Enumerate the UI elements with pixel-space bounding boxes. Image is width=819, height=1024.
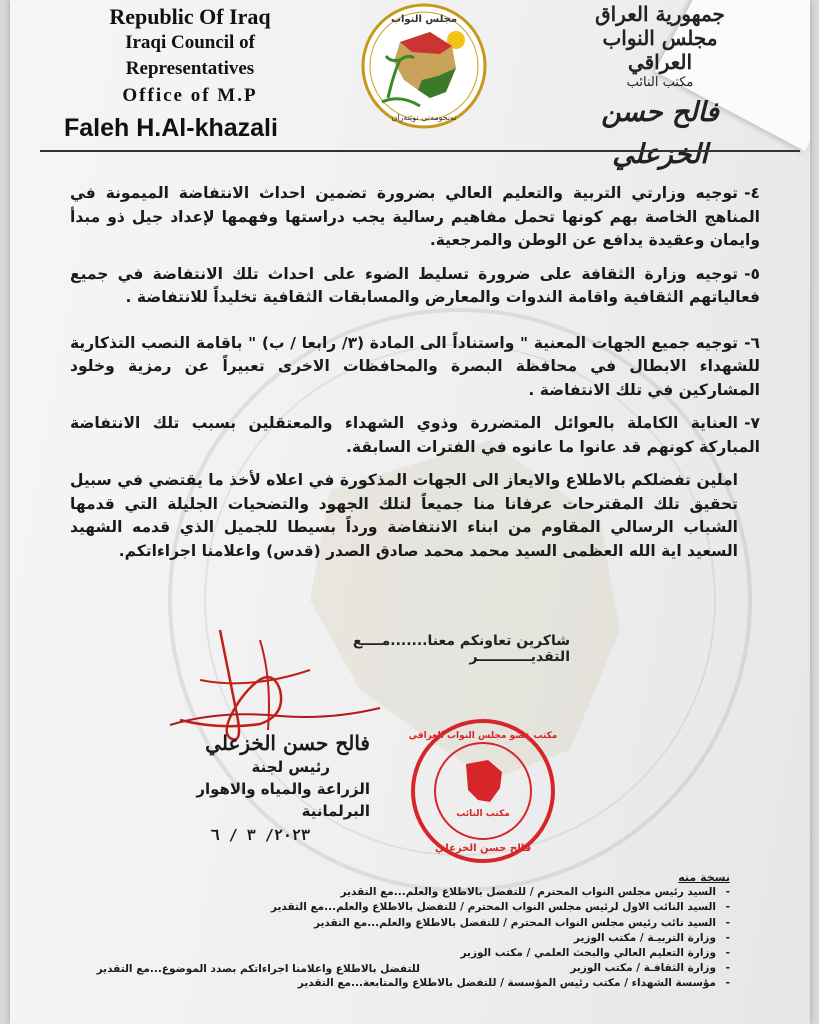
list-item: ٤-توجيه وزارتي التربية والتعليم العالي بضرورة تضمين احداث الانتفاضة الميمونة في المناهج الخاصة بهم كونها تحمل مفاهيم رسالية يجب دراستها وفهمها لإعداد جيل ذو مبدأ وايمان وعقيدة يدافع عن الوطن والمرجعية. xyxy=(70,184,760,249)
logo-bottom-label: نەنجومەنی نوێنەران xyxy=(391,113,457,122)
letter-body xyxy=(70,182,760,573)
header-ar-office: مكتب النائب xyxy=(626,75,694,90)
list-item: -السيد رئيس مجلس النواب المحترم / للتفضل بالاطلاع والعلم...مع التقدير xyxy=(340,886,730,899)
list-item: -مؤسسة الشهداء / مكتب رئيس المؤسسة / للتفضل بالاطلاع والمتابعة...مع التقدير xyxy=(297,977,730,990)
signer-block xyxy=(140,730,370,848)
header-ar-council: مجلس النواب العراقي xyxy=(602,26,718,74)
list-item: ٥-توجيه وزارة الثقافة على ضرورة تسليط الضوء على احداث تلك الانتفاضة في جميع فعالياتهم الثقافية واقامة الندوات والمعارض والمسابقات الثقافية تخليداً للانتفاضة . xyxy=(70,264,760,306)
header-english xyxy=(60,4,320,142)
document-sheet xyxy=(10,0,810,1024)
signer-name: فالح حسن الخزعلي xyxy=(205,731,370,755)
list-item: -وزارة الثقافـة / مكتب الوزير xyxy=(570,962,730,975)
copies-title: نسخة منه xyxy=(678,871,730,884)
header-council: Iraqi Council of Representatives xyxy=(125,32,255,79)
signer-title: رئيس لجنة xyxy=(251,758,330,776)
header-ar-country: جمهورية العراق xyxy=(595,2,725,26)
closing-paragraph: املين تفضلكم بالاطلاع والايعاز الى الجهات المذكورة في اعلاه لأخذ ما يقتضي في سبيل تحقيق تلك المقترحات عرفانا منا جميعاً لتلك الجهود والتضحيات الجليلة التي قدمها الشباب الرسالي المقاوم من ابناء الانتفاضة ورداً بسيطا للجميل الذي قدمه الشهيد السعيد اية الله العظمى السيد محمد محمد صادق الصدر (قدس) واعلامنا اجراءاتكم. xyxy=(70,471,738,560)
list-item: ٦-توجيه جميع الجهات المعنية " واستناداً الى المادة (٣/ رابعا / ب) " باقامة النصب التذكارية للشهداء الابطال في محافظة البصرة والمحافظات الاخرى تعبيراً عن رمزية وخلود المشاركين في تلك الانتفاضة . xyxy=(70,333,760,399)
header-mp-name: Faleh H.Al-khazali xyxy=(64,114,278,142)
list-item: -السيد نائب رئيس مجلس النواب المحترم / للتفضل بالاطلاع والعلم...مع التقدير xyxy=(313,916,730,929)
header-ar-mp-name: فالح حسن الخزعلي xyxy=(601,97,719,170)
stamp-name-label: فالح حسن الخزعلي xyxy=(434,843,532,854)
list-item: -وزارة التربيـة / مكتب الوزير xyxy=(573,931,730,944)
list-item: -وزارة التعليم العالي والبحث العلمي / مكتب الوزير xyxy=(460,947,730,960)
group-note: للتفضل بالاطلاع واعلامنا اجراءاتكم بصدد الموضوع...مع التقدير xyxy=(96,963,420,975)
council-logo-icon xyxy=(360,2,488,130)
official-stamp-icon xyxy=(408,716,558,866)
header-office: Office of M.P xyxy=(122,85,258,106)
header-country: Republic Of Iraq xyxy=(109,4,271,29)
signer-committee: الزراعة والمياه والاهوار البرلمانية xyxy=(196,780,370,820)
list-item: ٧-العناية الكاملة بالعوائل المتضررة وذوي الشهداء والمعتقلين بسبب تلك الانتفاضة المباركة كونهم قد عانوا ما عانوه في الفترات السابقة. xyxy=(70,414,760,456)
thanks-line: شاكرين تعاونكم معنا.......مــــع التقديـــــــــــر xyxy=(352,633,570,665)
list-item: -السيد النائب الاول لرئيس مجلس النواب المحترم / للتفضل بالاطلاع والعلم...مع التقدير xyxy=(270,901,730,914)
stamp-outer-label: مكتب عضو مجلس النواب العراقي xyxy=(408,731,558,741)
header-divider xyxy=(40,150,800,152)
copies-list xyxy=(96,870,730,992)
logo-top-label: مجلس النواب xyxy=(390,14,458,25)
stamp-inner-label: مكتب النائب xyxy=(456,809,510,819)
signer-date: ٢٠٢٣/ ٣ / ٦ xyxy=(210,826,310,844)
